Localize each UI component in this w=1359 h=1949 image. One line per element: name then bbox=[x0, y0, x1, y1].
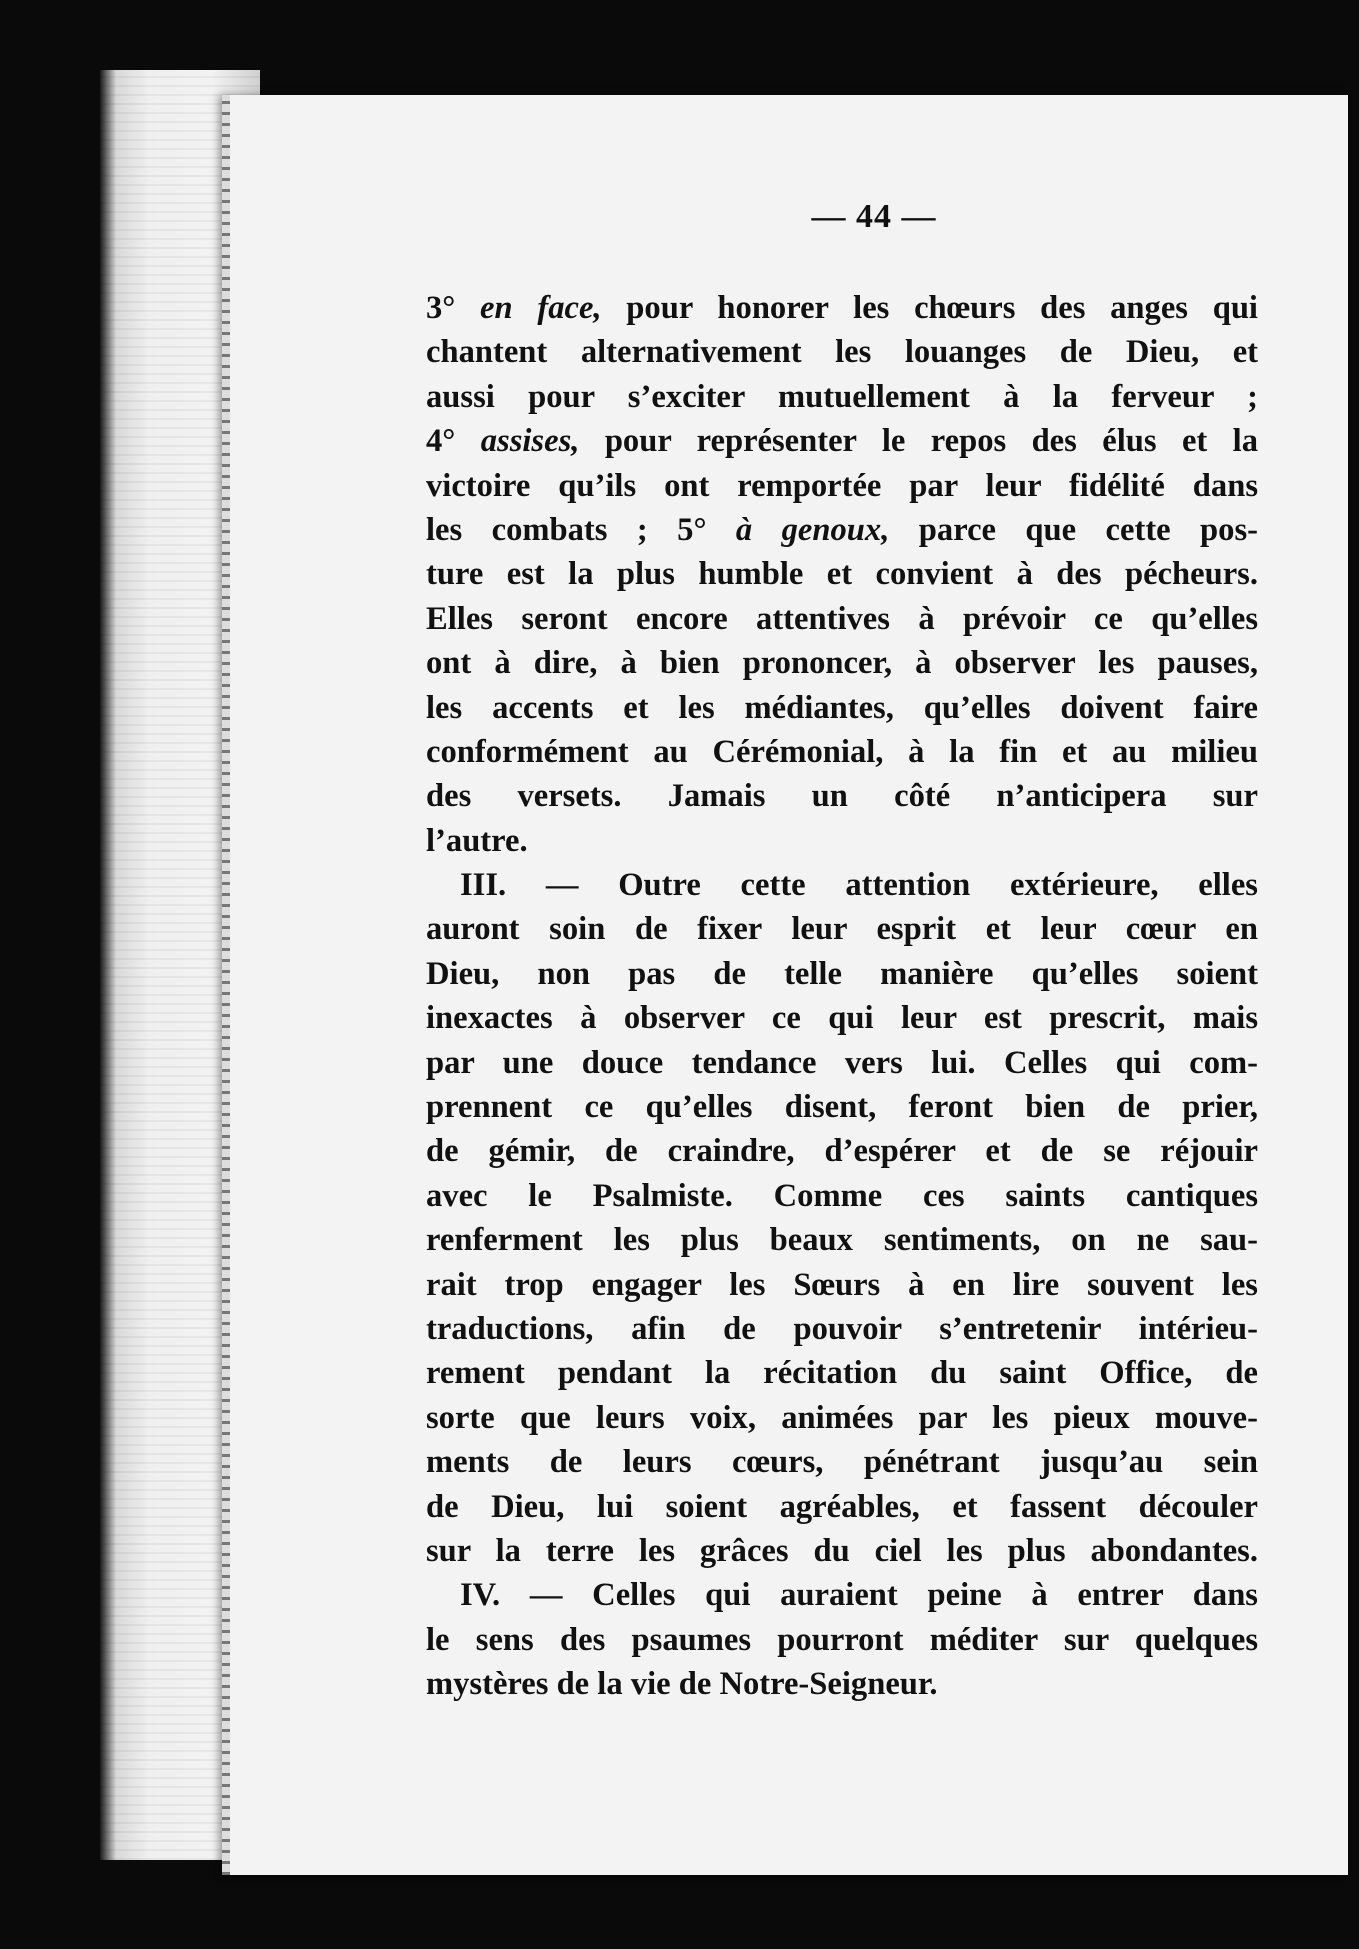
text-line bbox=[426, 597, 1258, 641]
text-segment: avec le Psalmiste. Comme ces saints cantiques bbox=[426, 1177, 1258, 1214]
text-segment: ments de leurs cœurs, pénétrant jusqu’au sein bbox=[426, 1444, 1258, 1481]
italic-text: en face, bbox=[480, 290, 602, 326]
text-segment: rait trop engager les Sœurs à en lire souvent les bbox=[426, 1266, 1258, 1303]
text-line bbox=[426, 464, 1258, 508]
text-line bbox=[426, 1041, 1258, 1085]
text-line bbox=[426, 863, 1258, 907]
text-line bbox=[426, 1129, 1258, 1173]
text-line bbox=[426, 819, 1258, 863]
text-segment: 4° bbox=[426, 423, 481, 460]
text-line bbox=[426, 1307, 1258, 1351]
text-line bbox=[426, 1662, 1258, 1706]
text-segment: les combats ; 5° bbox=[426, 511, 736, 548]
page-number: — 44 — bbox=[811, 198, 937, 235]
text-segment: renferment les plus beaux sentiments, on ne sau- bbox=[426, 1222, 1258, 1259]
text-segment: parce que cette pos- bbox=[889, 511, 1258, 548]
text-segment: chantent alternativement les louanges de Dieu, et bbox=[426, 334, 1258, 371]
text-segment: Elles seront encore attentives à prévoir ce qu’elles bbox=[426, 600, 1258, 637]
text-line bbox=[426, 686, 1258, 730]
text-line bbox=[426, 907, 1258, 951]
text-segment: prennent ce qu’elles disent, feront bien de prier, bbox=[426, 1089, 1258, 1126]
text-line bbox=[426, 1174, 1258, 1218]
text-segment: pour représenter le repos des élus et la bbox=[579, 423, 1259, 460]
text-line bbox=[426, 1263, 1258, 1307]
text-segment: pour honorer les chœurs des anges qui bbox=[601, 290, 1258, 326]
text-line bbox=[426, 774, 1258, 818]
text-segment: inexactes à observer ce qui leur est prescrit, mais bbox=[426, 1000, 1258, 1037]
text-segment: ont à dire, à bien prononcer, à observer les pauses, bbox=[426, 645, 1258, 682]
text-segment: ture est la plus humble et convient à des pécheurs. bbox=[426, 556, 1258, 593]
page-binding-edge bbox=[222, 95, 230, 1875]
text-segment: conformément au Cérémonial, à la fin et au milieu bbox=[426, 733, 1258, 770]
text-line bbox=[426, 730, 1258, 774]
text-line bbox=[426, 1573, 1258, 1617]
text-segment: les accents et les médiantes, qu’elles doivent faire bbox=[426, 689, 1258, 726]
text-line bbox=[426, 508, 1258, 552]
text-line bbox=[426, 996, 1258, 1040]
text-line bbox=[426, 286, 1258, 330]
text-line bbox=[426, 1351, 1258, 1395]
italic-text: assises, bbox=[480, 423, 580, 460]
italic-text: à genoux, bbox=[735, 511, 890, 548]
text-line bbox=[426, 1440, 1258, 1484]
text-segment: par une douce tendance vers lui. Celles qui com- bbox=[426, 1044, 1258, 1081]
text-segment: aussi pour s’exciter mutuellement à la ferveur ; bbox=[426, 378, 1258, 415]
text-segment: 3° bbox=[426, 290, 481, 326]
text-segment: auront soin de fixer leur esprit et leur cœur en bbox=[426, 911, 1258, 948]
text-segment: rement pendant la récitation du saint Office, de bbox=[426, 1355, 1258, 1392]
text-segment: de gémir, de craindre, d’espérer et de se réjouir bbox=[426, 1133, 1258, 1170]
text-segment: Dieu, non pas de telle manière qu’elles soient bbox=[426, 955, 1258, 992]
text-line bbox=[426, 1485, 1258, 1529]
text-segment: IV. — Celles qui auraient peine à entrer dans bbox=[460, 1577, 1258, 1614]
text-line bbox=[426, 1618, 1258, 1662]
text-line bbox=[426, 1218, 1258, 1262]
text-segment: III. — Outre cette attention extérieure, elles bbox=[460, 867, 1258, 904]
text-segment: sorte que leurs voix, animées par les pieux mouve- bbox=[426, 1399, 1258, 1436]
text-segment: de Dieu, lui soient agréables, et fassent découler bbox=[426, 1488, 1258, 1525]
text-line bbox=[426, 1529, 1258, 1573]
text-line bbox=[426, 1085, 1258, 1129]
text-segment: l’autre. bbox=[426, 822, 528, 859]
body-text bbox=[426, 286, 1258, 1707]
text-line bbox=[426, 419, 1258, 463]
text-segment: sur la terre les grâces du ciel les plus abondantes. bbox=[426, 1532, 1258, 1569]
text-line bbox=[426, 552, 1258, 596]
text-line bbox=[426, 641, 1258, 685]
text-segment: traductions, afin de pouvoir s’entretenir intérieu- bbox=[426, 1310, 1258, 1347]
text-line bbox=[426, 952, 1258, 996]
text-segment: le sens des psaumes pourront méditer sur quelques bbox=[426, 1621, 1258, 1658]
text-segment: mystères de la vie de Notre-Seigneur. bbox=[426, 1666, 938, 1703]
text-line bbox=[426, 330, 1258, 374]
text-segment: des versets. Jamais un côté n’anticipera sur bbox=[426, 778, 1258, 815]
text-segment: victoire qu’ils ont remportée par leur fidélité dans bbox=[426, 467, 1258, 504]
text-line bbox=[426, 375, 1258, 419]
text-line bbox=[426, 1396, 1258, 1440]
